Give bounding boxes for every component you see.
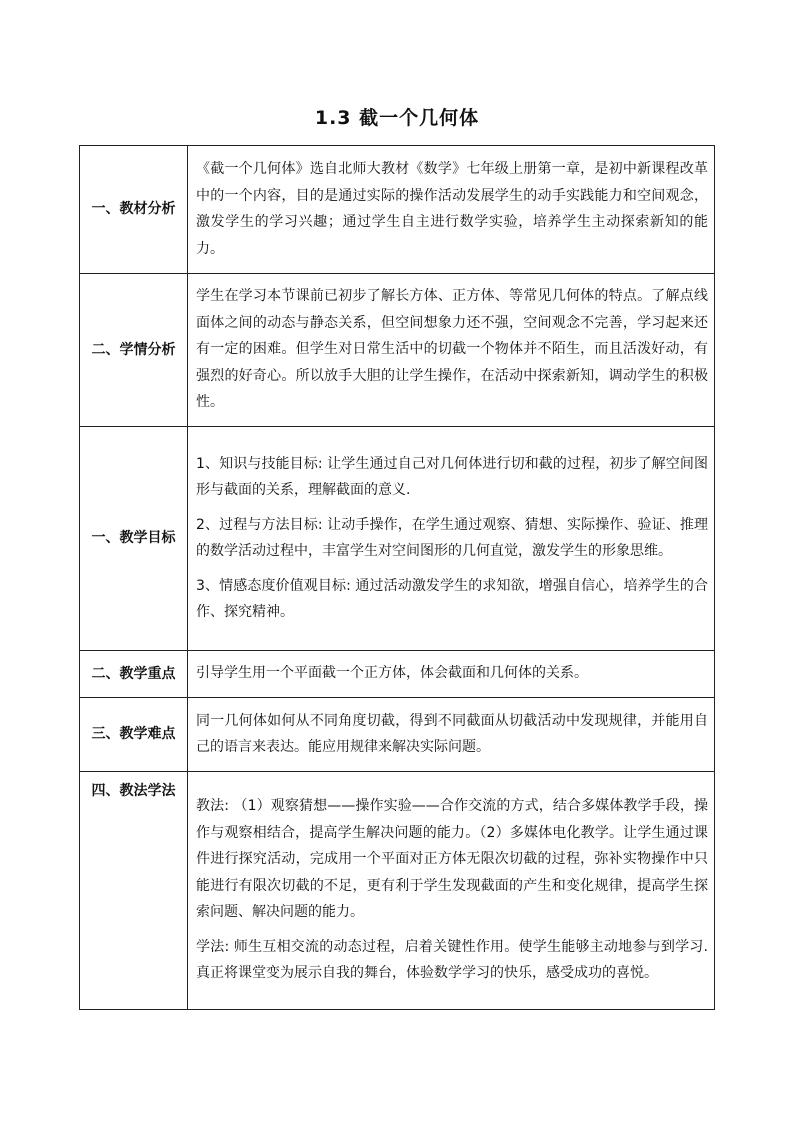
paragraph: 《截一个几何体》选自北师大教材《数学》七年级上册第一章，是初中新课程改革中的一个内容，目的是通过实际的操作活动发展学生的动手实践能力和空间观念，激发学生的学习兴趣；通过学生自主进行数学实验，培养学生主动探索新知的能力。 [196,161,708,257]
table-row [80,698,715,772]
row-label-student-analysis: 二、学情分析 [80,274,188,427]
table-row [80,146,715,274]
page-title: 1.3 截一个几何体 [314,107,480,129]
row-content-teaching-goals [188,427,715,651]
row-content-key-points [188,651,715,698]
paragraph: 引导学生用一个平面截一个正方体，体会截面和几何体的关系。 [196,665,588,682]
paragraph: 学生在学习本节课前已初步了解长方体、正方体、等常见几何体的特点。了解点线面体之间的动态与静态关系，但空间想象力还不强，空间观念不完善，学习起来还有一定的困难。但学生对日常生活中的切截一个物体并不陌生，而且活泼好动，有强烈的好奇心。所以放手大胆的让学生操作，在活动中探索新知，调动学生的积极性。 [196,288,708,411]
row-label-textbook-analysis: 一、教材分析 [80,146,188,274]
row-content-textbook-analysis [188,146,715,274]
paragraph: 学法: 师生互相交流的动态过程，启着关键性作用。使学生能够主动地参与到学习. 真正将课堂变为展示自我的舞台，体验数学学习的快乐，感受成功的喜悦。 [196,938,708,982]
paragraph: 2、过程与方法目标: 让动手操作，在学生通过观察、猜想、实际操作、验证、推理的数学活动过程中，丰富学生对空间图形的几何直觉，激发学生的形象思维。 [196,516,708,559]
paragraph: 教法: （1）观察猜想——操作实验——合作交流的方式，结合多媒体教学手段，操作与观察相结合，提高学生解决问题的能力。（2）多媒体电化教学。让学生通过课件进行探究活动，完成用一个平面对正方体无限次切截的过程，弥补实物操作中只能进行有限次切截的不足，更有利于学生发现截面的产生和变化规律，提高学生探索问题、解决问题的能力。 [196,798,708,921]
lesson-plan-table [79,145,715,1010]
row-label-key-points: 二、教学重点 [80,651,188,698]
row-content-difficulties [188,698,715,772]
paragraph: 同一几何体如何从不同角度切截，得到不同截面从切截活动中发现规律，并能用自己的语言来表达。能应用规律来解决实际问题。 [196,712,708,755]
table-row [80,274,715,427]
row-content-student-analysis [188,274,715,427]
paragraph: 1、知识与技能目标: 让学生通过自己对几何体进行切和截的过程，初步了解空间图形与截面的关系，理解截面的意义. [196,455,708,498]
table-row [80,427,715,651]
paragraph: 3、情感态度价值观目标: 通过活动激发学生的求知欲，增强自信心，培养学生的合作、探究精神。 [196,577,708,620]
row-label-methods: 四、教法学法 [80,772,188,1010]
row-label-difficulties: 三、教学难点 [80,698,188,772]
row-content-methods [188,772,715,1010]
table-row [80,651,715,698]
row-label-teaching-goals: 一、教学目标 [80,427,188,651]
table-row [80,772,715,1010]
